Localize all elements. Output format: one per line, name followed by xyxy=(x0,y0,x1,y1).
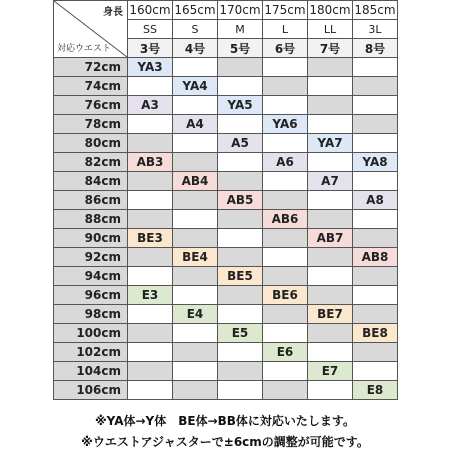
waist-cell: 104cm xyxy=(54,362,128,381)
table-row xyxy=(54,305,398,324)
empty-cell xyxy=(128,115,173,134)
table-row xyxy=(54,343,398,362)
corner-header-cell xyxy=(54,1,128,58)
size-cell: AB3 xyxy=(128,153,173,172)
empty-cell xyxy=(128,210,173,229)
size-cell: A6 xyxy=(263,153,308,172)
empty-cell xyxy=(308,343,353,362)
size-cell: E4 xyxy=(173,305,218,324)
table-row xyxy=(54,286,398,305)
empty-cell xyxy=(353,96,398,115)
empty-cell xyxy=(173,153,218,172)
waist-cell: 94cm xyxy=(54,267,128,286)
empty-cell xyxy=(353,210,398,229)
empty-cell xyxy=(218,248,263,267)
empty-cell xyxy=(218,305,263,324)
table-row xyxy=(54,324,398,343)
size-chart-table xyxy=(53,0,398,400)
empty-cell xyxy=(173,229,218,248)
size-cell: BE5 xyxy=(218,267,263,286)
empty-cell xyxy=(173,96,218,115)
empty-cell xyxy=(128,172,173,191)
waist-cell: 102cm xyxy=(54,343,128,362)
empty-cell xyxy=(173,134,218,153)
empty-cell xyxy=(353,286,398,305)
empty-cell xyxy=(173,381,218,400)
size-code-cell: 3L xyxy=(353,20,398,39)
size-cell: E8 xyxy=(353,381,398,400)
size-cell: A5 xyxy=(218,134,263,153)
waist-cell: 90cm xyxy=(54,229,128,248)
empty-cell xyxy=(263,134,308,153)
empty-cell xyxy=(218,343,263,362)
empty-cell xyxy=(308,77,353,96)
empty-cell xyxy=(263,77,308,96)
empty-cell xyxy=(308,115,353,134)
table-row xyxy=(54,229,398,248)
size-cell: BE7 xyxy=(308,305,353,324)
empty-cell xyxy=(263,362,308,381)
empty-cell xyxy=(218,381,263,400)
size-cell: YA3 xyxy=(128,58,173,77)
waist-cell: 106cm xyxy=(54,381,128,400)
size-number-cell: 8号 xyxy=(353,39,398,58)
size-cell: E5 xyxy=(218,324,263,343)
empty-cell xyxy=(353,77,398,96)
size-cell: BE4 xyxy=(173,248,218,267)
empty-cell xyxy=(353,305,398,324)
size-code-cell: M xyxy=(218,20,263,39)
empty-cell xyxy=(263,248,308,267)
table-row xyxy=(54,210,398,229)
waist-cell: 82cm xyxy=(54,153,128,172)
size-number-cell: 6号 xyxy=(263,39,308,58)
waist-cell: 84cm xyxy=(54,172,128,191)
empty-cell xyxy=(353,172,398,191)
note-type-mapping: ※YA体→Y体 BE体→BB体に対応いたします。 xyxy=(95,414,355,428)
size-code-cell: L xyxy=(263,20,308,39)
empty-cell xyxy=(218,58,263,77)
empty-cell xyxy=(128,343,173,362)
size-cell: BE6 xyxy=(263,286,308,305)
empty-cell xyxy=(218,210,263,229)
empty-cell xyxy=(308,381,353,400)
empty-cell xyxy=(308,96,353,115)
size-cell: YA5 xyxy=(218,96,263,115)
height-cell: 170cm xyxy=(218,1,263,20)
size-number-cell: 3号 xyxy=(128,39,173,58)
empty-cell xyxy=(308,191,353,210)
empty-cell xyxy=(308,248,353,267)
empty-cell xyxy=(173,286,218,305)
size-cell: BE3 xyxy=(128,229,173,248)
empty-cell xyxy=(128,324,173,343)
size-number-cell: 5号 xyxy=(218,39,263,58)
empty-cell xyxy=(128,248,173,267)
empty-cell xyxy=(128,362,173,381)
empty-cell xyxy=(263,305,308,324)
size-cell: A3 xyxy=(128,96,173,115)
empty-cell xyxy=(263,96,308,115)
size-cell: YA6 xyxy=(263,115,308,134)
table-row xyxy=(54,191,398,210)
table-row xyxy=(54,115,398,134)
size-number-cell: 7号 xyxy=(308,39,353,58)
table-row xyxy=(54,362,398,381)
empty-cell xyxy=(353,134,398,153)
size-cell: A8 xyxy=(353,191,398,210)
empty-cell xyxy=(218,286,263,305)
empty-cell xyxy=(263,229,308,248)
size-cell: YA7 xyxy=(308,134,353,153)
empty-cell xyxy=(308,210,353,229)
empty-cell xyxy=(263,381,308,400)
empty-cell xyxy=(128,305,173,324)
empty-cell xyxy=(218,362,263,381)
empty-cell xyxy=(173,324,218,343)
empty-cell xyxy=(173,210,218,229)
empty-cell xyxy=(128,381,173,400)
table-row xyxy=(54,267,398,286)
empty-cell xyxy=(308,153,353,172)
waist-cell: 72cm xyxy=(54,58,128,77)
height-header-row xyxy=(54,1,398,20)
waist-cell: 74cm xyxy=(54,77,128,96)
empty-cell xyxy=(353,229,398,248)
empty-cell xyxy=(173,343,218,362)
size-chart-body xyxy=(54,1,398,400)
empty-cell xyxy=(173,362,218,381)
size-cell: AB6 xyxy=(263,210,308,229)
empty-cell xyxy=(263,172,308,191)
empty-cell xyxy=(173,191,218,210)
height-cell: 185cm xyxy=(353,1,398,20)
empty-cell xyxy=(308,324,353,343)
table-row xyxy=(54,96,398,115)
size-cell: YA4 xyxy=(173,77,218,96)
empty-cell xyxy=(218,172,263,191)
size-cell: E6 xyxy=(263,343,308,362)
size-cell: AB5 xyxy=(218,191,263,210)
empty-cell xyxy=(128,77,173,96)
empty-cell xyxy=(353,58,398,77)
empty-cell xyxy=(353,115,398,134)
empty-cell xyxy=(308,267,353,286)
waist-cell: 92cm xyxy=(54,248,128,267)
size-cell: YA8 xyxy=(353,153,398,172)
note-waist-adjuster: ※ウエストアジャスターで±6cmの調整が可能です。 xyxy=(81,435,369,449)
empty-cell xyxy=(263,58,308,77)
empty-cell xyxy=(308,286,353,305)
table-row xyxy=(54,248,398,267)
waist-axis-label: 対応ウエスト xyxy=(57,44,112,54)
size-code-cell: LL xyxy=(308,20,353,39)
waist-cell: 78cm xyxy=(54,115,128,134)
height-cell: 160cm xyxy=(128,1,173,20)
empty-cell xyxy=(218,77,263,96)
size-cell: AB4 xyxy=(173,172,218,191)
height-cell: 180cm xyxy=(308,1,353,20)
empty-cell xyxy=(173,58,218,77)
empty-cell xyxy=(128,267,173,286)
empty-cell xyxy=(353,343,398,362)
size-cell: A7 xyxy=(308,172,353,191)
size-cell: BE8 xyxy=(353,324,398,343)
size-number-cell: 4号 xyxy=(173,39,218,58)
empty-cell xyxy=(353,267,398,286)
table-row xyxy=(54,381,398,400)
table-row xyxy=(54,134,398,153)
height-cell: 165cm xyxy=(173,1,218,20)
empty-cell xyxy=(308,58,353,77)
table-row xyxy=(54,77,398,96)
waist-cell: 98cm xyxy=(54,305,128,324)
table-row xyxy=(54,58,398,77)
size-cell: E7 xyxy=(308,362,353,381)
table-row xyxy=(54,172,398,191)
empty-cell xyxy=(128,191,173,210)
size-code-cell: S xyxy=(173,20,218,39)
empty-cell xyxy=(263,324,308,343)
empty-cell xyxy=(218,229,263,248)
size-code-cell: SS xyxy=(128,20,173,39)
table-row xyxy=(54,153,398,172)
waist-cell: 100cm xyxy=(54,324,128,343)
waist-cell: 76cm xyxy=(54,96,128,115)
empty-cell xyxy=(353,362,398,381)
waist-cell: 96cm xyxy=(54,286,128,305)
empty-cell xyxy=(263,267,308,286)
empty-cell xyxy=(263,191,308,210)
empty-cell xyxy=(128,134,173,153)
size-cell: AB8 xyxy=(353,248,398,267)
height-cell: 175cm xyxy=(263,1,308,20)
empty-cell xyxy=(218,115,263,134)
waist-cell: 88cm xyxy=(54,210,128,229)
waist-cell: 80cm xyxy=(54,134,128,153)
size-cell: E3 xyxy=(128,286,173,305)
empty-cell xyxy=(218,153,263,172)
size-cell: A4 xyxy=(173,115,218,134)
size-cell: AB7 xyxy=(308,229,353,248)
height-axis-label: 身長 xyxy=(103,7,123,18)
waist-cell: 86cm xyxy=(54,191,128,210)
empty-cell xyxy=(173,267,218,286)
